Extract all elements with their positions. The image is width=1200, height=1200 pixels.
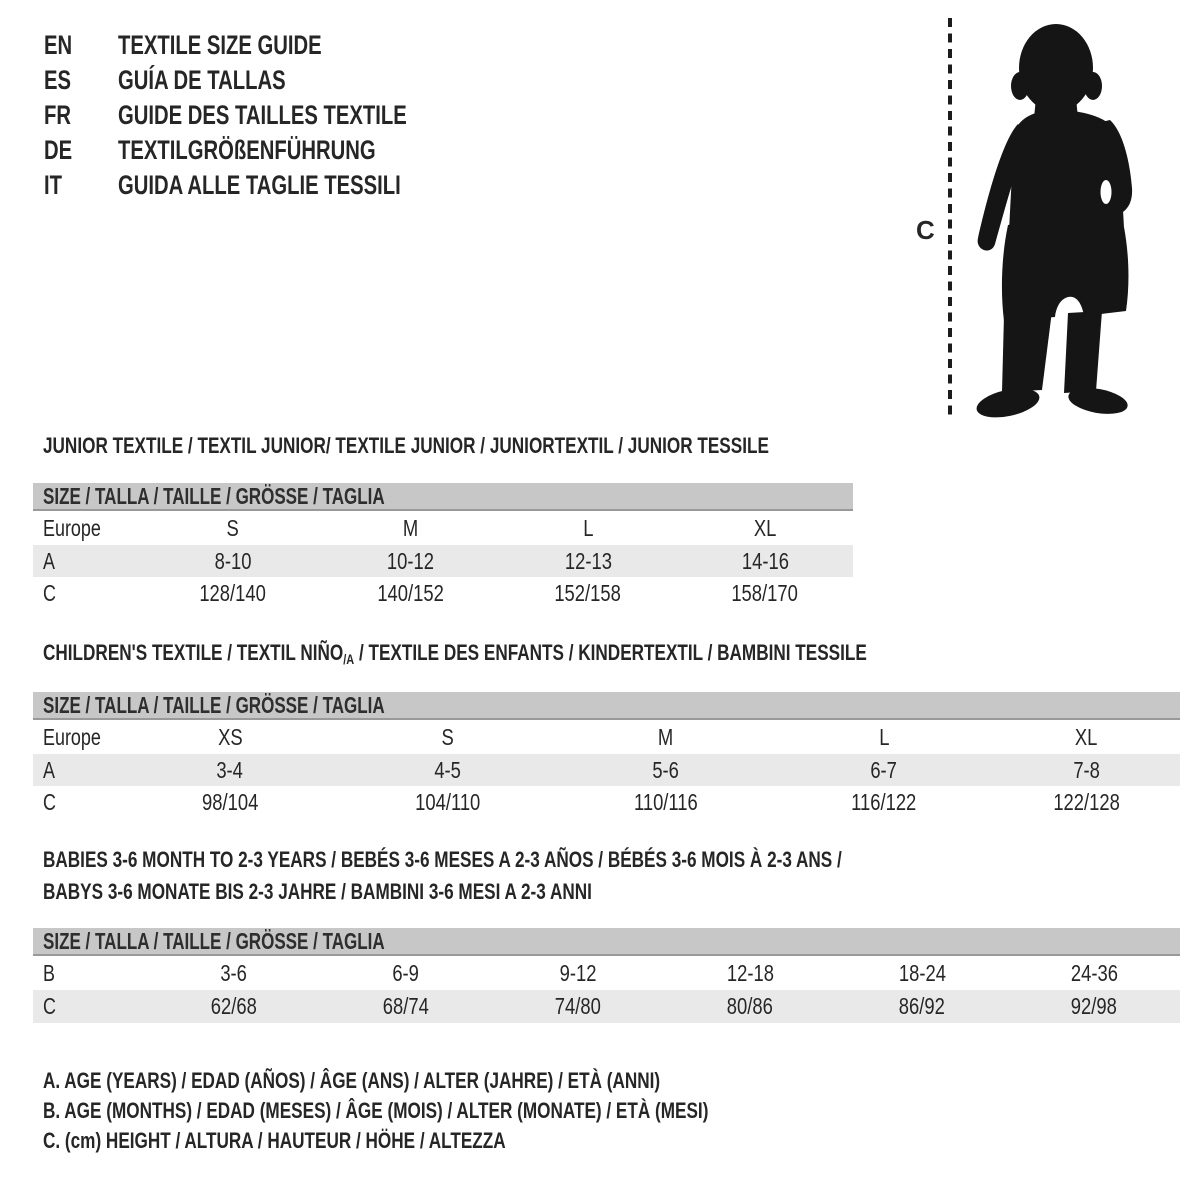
babies-table-title-line1: BABIES 3-6 MONTH TO 2-3 YEARS / BEBÉS 3-6 MESES A 2-3 AÑOS / BÉBÉS 3-6 MOIS À 2-3 ANS / xyxy=(43,847,842,872)
value-cell: 140/152 xyxy=(377,579,444,606)
language-row xyxy=(44,63,503,98)
value-cell: XS xyxy=(217,723,243,750)
value-cell: 8-10 xyxy=(214,547,252,574)
row-label-cell: A xyxy=(43,756,55,783)
row-label-cell: C xyxy=(43,579,56,606)
value-cell: 9-12 xyxy=(559,959,597,986)
value-cell: 7-8 xyxy=(1073,756,1100,783)
value-cell: 74/80 xyxy=(554,993,602,1019)
legend-line-c: C. (cm) HEIGHT / ALTURA / HAUTEUR / HÖHE / ALTEZZA xyxy=(43,1128,506,1153)
value-cell: M xyxy=(658,723,674,750)
table-row xyxy=(33,990,1180,1023)
value-cell: XL xyxy=(1075,723,1098,750)
value-cell: 3-6 xyxy=(220,959,248,986)
value-cell: 152/158 xyxy=(554,579,622,606)
babies-table-title-line2: BABYS 3-6 MONATE BIS 2-3 JAHRE / BAMBINI 3-6 MESI A 2-3 ANNI xyxy=(43,879,592,904)
table-row xyxy=(33,786,1180,818)
value-cell: 10-12 xyxy=(386,547,435,574)
language-code: DE xyxy=(44,135,73,165)
table-row xyxy=(33,545,853,577)
language-code: ES xyxy=(44,65,72,95)
value-cell: 86/92 xyxy=(898,993,946,1019)
value-cell: 104/110 xyxy=(415,788,481,815)
language-row xyxy=(44,168,503,203)
children-table-title: CHILDREN'S TEXTILE / TEXTIL $NIÑO_{/A}$ / TEXTILE DES ENFANTS / KINDERTEXTIL / BAMBINI TESSILE xyxy=(43,640,867,667)
table-row xyxy=(33,577,853,609)
language-row xyxy=(44,98,503,133)
junior-table xyxy=(33,483,853,609)
babies-table xyxy=(33,928,1180,1023)
height-measure-label: C xyxy=(916,215,935,245)
value-cell: 92/98 xyxy=(1070,993,1118,1019)
legend xyxy=(43,1068,896,1158)
table-row xyxy=(33,754,1180,786)
size-header-bar: SIZE / TALLA / TAILLE / GRÖSSE / TAGLIA xyxy=(33,928,1180,956)
legend-line-b: B. AGE (MONTHS) / EDAD (MESES) / ÂGE (MOIS) / ALTER (MONATE) / ETÀ (MESI) xyxy=(43,1098,709,1123)
value-cell: 98/104 xyxy=(201,788,259,815)
value-cell: 14-16 xyxy=(741,547,789,574)
value-cell: 6-9 xyxy=(392,959,420,986)
row-label-cell: A xyxy=(43,547,55,574)
value-cell: 24-36 xyxy=(1070,959,1118,986)
value-cell: L xyxy=(582,514,594,541)
language-label: GUÍA DE TALLAS xyxy=(118,65,286,95)
value-cell: S xyxy=(441,723,455,750)
value-cell: 12-18 xyxy=(726,959,774,986)
row-label-cell: C xyxy=(43,788,56,815)
value-cell: 128/140 xyxy=(199,579,267,606)
language-label: TEXTILGRÖßENFÜHRUNG xyxy=(118,135,376,165)
value-cell: 18-24 xyxy=(898,959,946,986)
value-cell: 68/74 xyxy=(382,993,430,1019)
language-code: IT xyxy=(44,170,62,200)
language-row xyxy=(44,133,503,168)
value-cell: 158/170 xyxy=(731,579,799,606)
value-cell: 122/128 xyxy=(1053,788,1120,815)
table-row xyxy=(33,720,1180,754)
language-guide xyxy=(44,28,503,203)
row-label-cell: Europe xyxy=(43,514,101,541)
toddler-silhouette-icon xyxy=(915,12,1155,424)
value-cell: XL xyxy=(753,514,777,541)
value-cell: 12-13 xyxy=(564,547,612,574)
language-row xyxy=(44,28,503,63)
value-cell: L xyxy=(878,723,890,750)
row-label-cell: B xyxy=(43,959,55,986)
value-cell: 3-4 xyxy=(216,756,244,783)
language-code: FR xyxy=(44,100,71,130)
value-cell: 80/86 xyxy=(726,993,774,1019)
value-cell: 110/116 xyxy=(634,788,698,815)
value-cell: 4-5 xyxy=(434,756,462,783)
language-label: TEXTILE SIZE GUIDE xyxy=(118,30,322,60)
value-cell: M xyxy=(402,514,419,541)
value-cell: S xyxy=(226,514,240,541)
language-code: EN xyxy=(44,30,73,60)
table-row xyxy=(33,956,1180,990)
value-cell: 116/122 xyxy=(851,788,917,815)
row-label-cell: Europe xyxy=(43,723,101,750)
legend-line-a: A. AGE (YEARS) / EDAD (AÑOS) / ÂGE (ANS) / ALTER (JAHRE) / ETÀ (ANNI) xyxy=(43,1068,661,1093)
children-table xyxy=(33,692,1180,818)
junior-table-title: JUNIOR TEXTILE / TEXTIL JUNIOR/ TEXTILE JUNIOR / JUNIORTEXTIL / JUNIOR TESSILE xyxy=(43,433,769,458)
row-label-cell: C xyxy=(43,993,56,1019)
value-cell: 5-6 xyxy=(652,756,680,783)
language-label: GUIDE DES TAILLES TEXTILE xyxy=(118,100,407,130)
value-cell: 6-7 xyxy=(870,756,898,783)
size-header-bar: SIZE / TALLA / TAILLE / GRÖSSE / TAGLIA xyxy=(33,483,853,511)
table-row xyxy=(33,511,853,545)
language-label: GUIDA ALLE TAGLIE TESSILI xyxy=(118,170,401,200)
size-header-bar: SIZE / TALLA / TAILLE / GRÖSSE / TAGLIA xyxy=(33,692,1180,720)
value-cell: 62/68 xyxy=(210,993,258,1019)
